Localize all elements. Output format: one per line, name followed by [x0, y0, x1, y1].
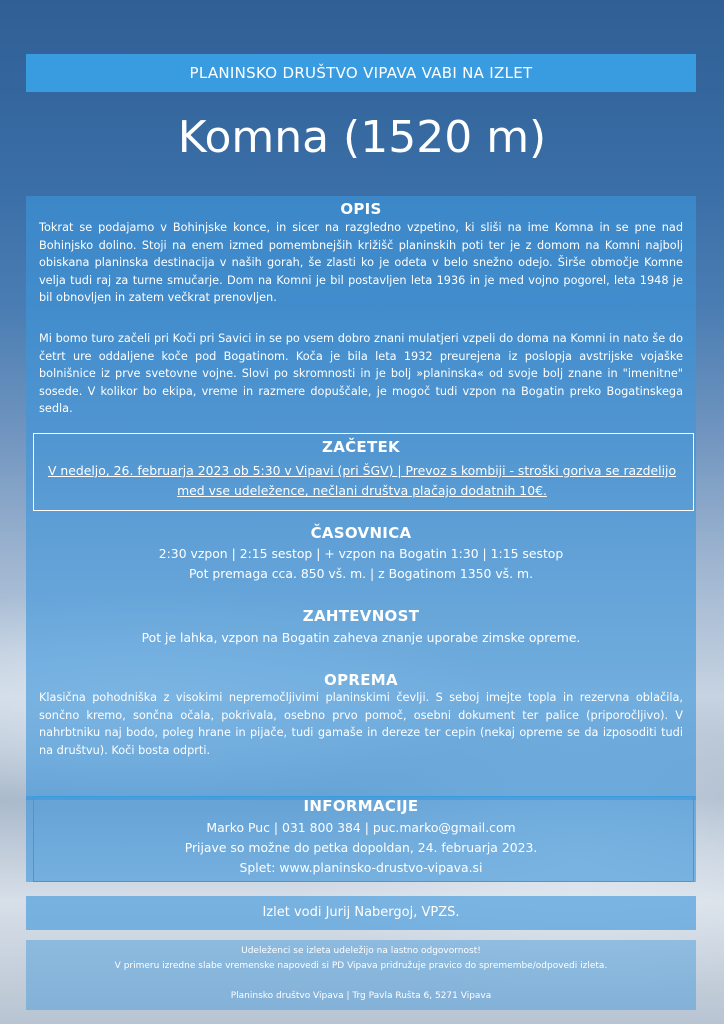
zacetek-text: V nedeljo, 26. februarja 2023 ob 5:30 v Vipavi (pri ŠGV) | Prevoz s kombiji - stroški goriva se razdelijo med vse udeležence, nečlani društva plačajo dodatnih 10€. — [47, 463, 677, 498]
disclaimer-1: Udeleženci se izleta udeležijo na lastno odgovornost! — [241, 946, 481, 956]
footer-disclaimers — [26, 944, 696, 974]
oprema-text: Klasična pohodniška z visokimi nepremočljivimi planinskimi čevlji. S seboj imejte topla in rezervna oblačila, sončno kremo, sončna očala, pokrivala, osebno prvo pomoč, osebni dokument ter palice (priporočljivo). V nahrbtniku naj bodo, poleg hrane in pijače, tudi gamaše in dereze ter cepin (nekaj opreme se da izposoditi tudi na društvu). Koči bosta odprti. — [39, 691, 683, 757]
informacije-text — [26, 818, 696, 878]
website-line: Splet: www.planinsko-drustvo-vipava.si — [239, 860, 483, 875]
zahtevnost-heading: ZAHTEVNOST — [302, 607, 420, 625]
casovnica-heading: ČASOVNICA — [310, 524, 412, 542]
casovnica-text — [26, 544, 696, 584]
zahtevnost-text: Pot je lahka, vzpon na Bogatin zaheva znanje uporabe zimske opreme. — [141, 630, 581, 645]
opis-heading: OPIS — [340, 200, 382, 218]
opis-paragraph-1: Tokrat se podajamo v Bohinjske konce, in sicer na razgledno vzpetino, ki sliši na ime Komna in se pne nad Bohinjsko dolino. Stoji na enem izmed pomembnejših križišč planinskih poti ter je z domom na Komni najbolj obiskana planinska destinacija v naših gorah, še zlasti ko je odeta v belo snežno odejo. Širše območje Komne velja tudi raj za turne smučarje. Dom na Komni je bil postavljen leta 1936 in je med vojno pogorel, leta 1948 je bil obnovljen in zatem večkrat prenovljen. — [39, 221, 683, 304]
zacetek-heading: ZAČETEK — [322, 438, 400, 456]
contact-line: Marko Puc | 031 800 384 | puc.marko@gmail.com — [206, 820, 516, 835]
page-title: Komna (1520 m) — [177, 112, 547, 163]
opis-paragraph-2: Mi bomo turo začeli pri Koči pri Savici in se po vsem dobro znani mulatjeri vzpeli do doma na Komni in nato še do četrt ure oddaljene koče pod Bogatinom. Koča je bila leta 1932 preurejena iz poslopja avstrijske vojaške bolnišnice iz prve svetovne vojne. Slovi po skromnosti in je bolj »planinska« od svoje bolj znane in "imenitne" sosede. V kolikor bo ekipa, vreme in razmere dopuščale, je mogoč tudi vzpon na Bogatin preko Bogatinskega sedla. — [39, 332, 683, 415]
footer-address: Planinsko društvo Vipava | Trg Pavla Rušta 6, 5271 Vipava — [230, 991, 492, 1001]
disclaimer-2: V primeru izredne slabe vremenske napovedi si PD Vipava pridružuje pravico do spremembe/odpovedi izleta. — [114, 961, 608, 971]
oprema-heading: OPREMA — [324, 671, 398, 689]
guide-text: Izlet vodi Jurij Nabergoj, VPZS. — [262, 905, 460, 920]
informacije-heading: INFORMACIJE — [303, 797, 419, 815]
casovnica-line-2: Pot premaga cca. 850 vš. m. | z Bogatinom 1350 vš. m. — [188, 566, 534, 581]
registration-line: Prijave so možne do petka dopoldan, 24. februarja 2023. — [184, 840, 538, 855]
casovnica-line-1: 2:30 vzpon | 2:15 sestop | + vzpon na Bogatin 1:30 | 1:15 sestop — [158, 546, 564, 561]
header-banner: PLANINSKO DRUŠTVO VIPAVA VABI NA IZLET — [26, 54, 696, 92]
